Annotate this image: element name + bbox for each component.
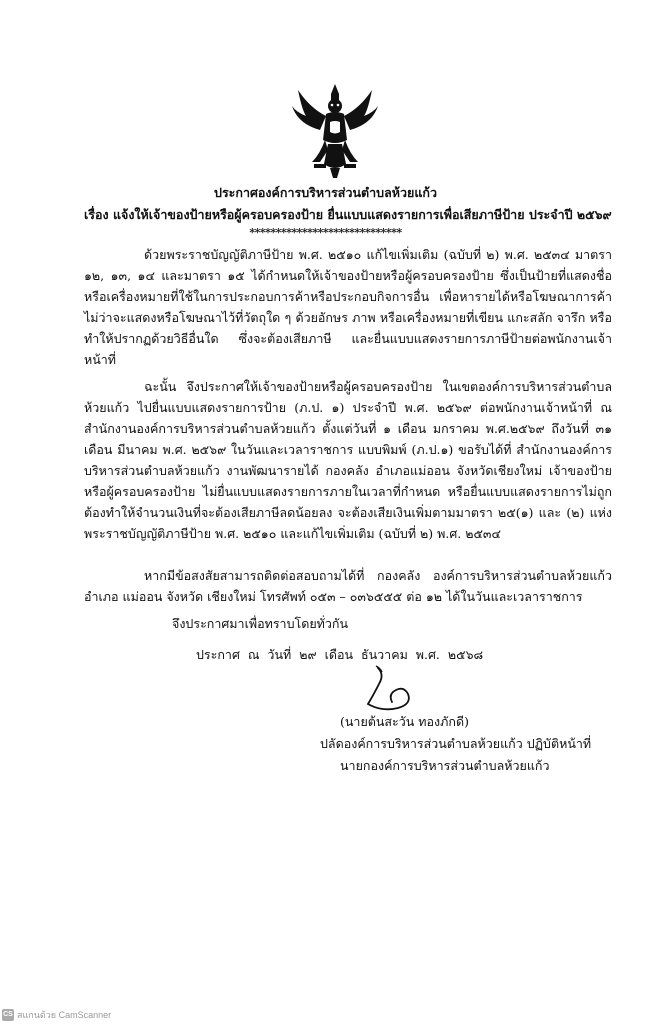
- separator-line: *****************************: [249, 226, 402, 239]
- body-paragraph-2: [84, 376, 612, 544]
- handwritten-signature: [360, 664, 430, 714]
- signatory-name: (นายต้นสะวัน ทองภักดี): [340, 714, 469, 729]
- paragraph-1-text: ด้วยพระราชบัญญัติภาษีป้าย พ.ศ. ๒๕๑๐ แก้ไขเพิ่มเติม (ฉบับที่ ๒) พ.ศ. ๒๕๓๔ มาตรา ๑๒, ๑๓, ๑๔ และมาตรา ๑๕ ได้กำหนดให้เจ้าของป้ายหรือผู้ครอบครองป้าย ซึ่งเป็นป้ายที่แสดงชื่อหรือเครื่องหมายที่ใช้ในการประกอบการค้าหรือประกอบกิจการอื่น เพื่อหารายได้หรือโฆษณาการค้า ไม่ว่าจะแสดงหรือโฆษณาไว้ที่วัตถุใด ๆ ด้วยอักษร ภาพ หรือเครื่องหมายที่เขียน แกะสลัก จารึก หรือทำให้ปรากฏด้วยวิธีอื่นใด ซึ่งจะต้องเสียภาษี และยื่นแบบแสดงรายการภาษีป้ายต่อพนักงานเจ้าหน้าที่: [84, 247, 612, 367]
- camscanner-watermark: [2, 1008, 111, 1022]
- camscanner-text: สแกนด้วย CamScanner: [17, 1010, 112, 1020]
- paragraph-3-text: หากมีข้อสงสัยสามารถติดต่อสอบถามได้ที่ กองคลัง องค์การบริหารส่วนตำบลห้วยแก้ว อำเภอ แม่ออน จังหวัด เชียงใหม่ โทรศัพท์ ๐๕๓ – ๐๓๖๕๕๕ ต่อ ๑๒ ได้ในวันและเวลาราชการ: [84, 568, 612, 604]
- signatory-position-1: ปลัดองค์การบริหารส่วนตำบลห้วยแก้ว ปฏิบัติหน้าที่: [320, 736, 592, 751]
- announcement-subject: เรื่อง แจ้งให้เจ้าของป้ายหรือผู้ครอบครองป้าย ยื่นแบบแสดงรายการเพื่อเสียภาษีป้าย ประจำปี ๒๕๖๙: [84, 207, 612, 222]
- body-paragraph-1: [84, 244, 612, 370]
- announcement-title: ประกาศองค์การบริหารส่วนตำบลห้วยแก้ว: [214, 185, 437, 200]
- signatory-position-2: นายกองค์การบริหารส่วนตำบลห้วยแก้ว: [340, 758, 550, 773]
- announcement-date: ประกาศ ณ วันที่ ๒๙ เดือน ธันวาคม พ.ศ. ๒๕๖๘: [196, 647, 484, 662]
- body-paragraph-3: [84, 565, 612, 607]
- closing-line: จึงประกาศมาเพื่อทราบโดยทั่วกัน: [172, 616, 349, 631]
- camscanner-logo-icon: CS: [2, 1009, 14, 1021]
- garuda-emblem-icon: [290, 80, 380, 180]
- paragraph-2-text: ฉะนั้น จึงประกาศให้เจ้าของป้ายหรือผู้ครอบครองป้าย ในเขตองค์การบริหารส่วนตำบลห้วยแก้ว ไปยื่นแบบแสดงรายการป้าย (ภ.ป. ๑) ประจำปี พ.ศ. ๒๕๖๙ ต่อพนักงานเจ้าหน้าที่ ณ สำนักงานองค์การบริหารส่วนตำบลห้วยแก้ว ตั้งแต่วันที่ ๑ เดือน มกราคม พ.ศ.๒๕๖๙ ถึงวันที่ ๓๑ เดือน มีนาคม พ.ศ. ๒๕๖๙ ในวันและเวลาราชการ แบบพิมพ์ (ภ.ป.๑) ขอรับได้ที่ สำนักงานองค์การบริหารส่วนตำบลห้วยแก้ว งานพัฒนารายได้ กองคลัง อำเภอแม่ออน จังหวัดเชียงใหม่ เจ้าของป้ายหรือผู้ครอบครองป้าย ไม่ยื่นแบบแสดงรายการภายในเวลาที่กำหนด หรือยื่นแบบแสดงรายการไม่ถูกต้องทำให้จำนวนเงินที่จะต้องเสียภาษีลดน้อยลง จะต้องเสียเงินเพิ่มตามมาตรา ๒๕(๑) และ (๒) แห่งพระราชบัญญัติภาษีป้าย พ.ศ. ๒๕๑๐ และแก้ไขเพิ่มเติม (ฉบับที่ ๒) พ.ศ. ๒๕๓๔: [84, 379, 612, 541]
